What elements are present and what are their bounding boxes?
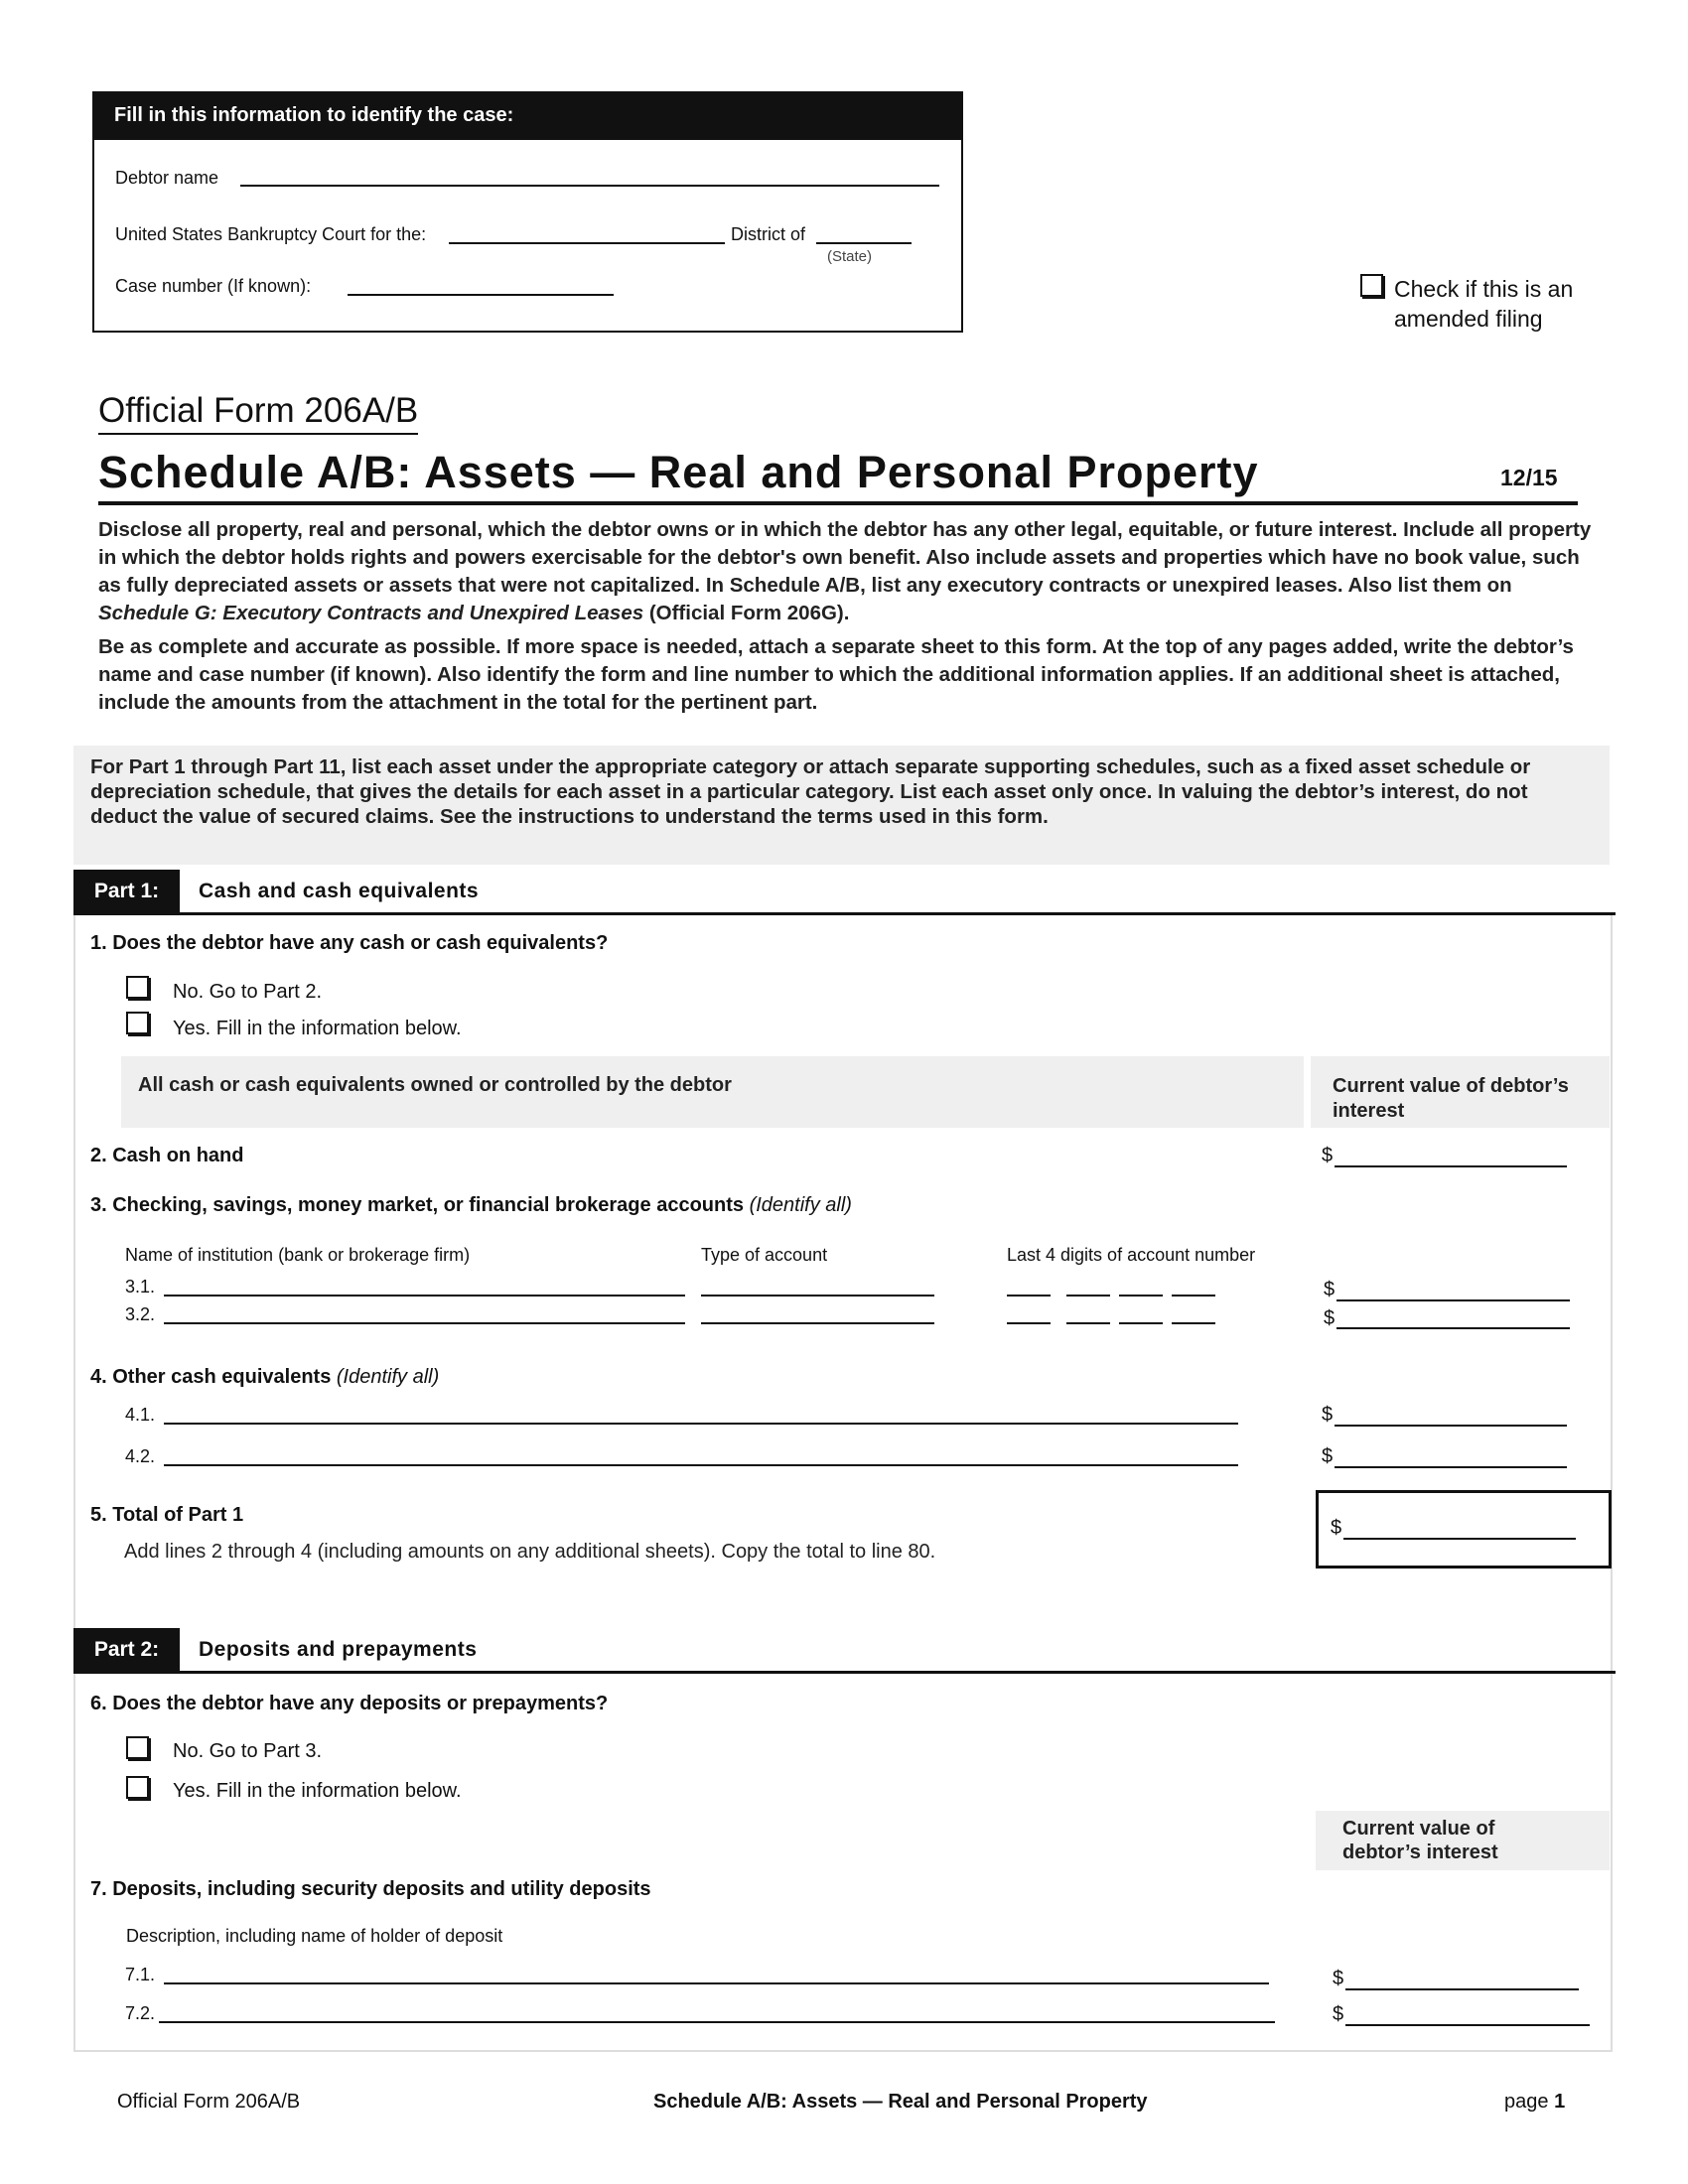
footer-title: Schedule A/B: Assets — Real and Personal Property (653, 2091, 1148, 2113)
row-4-1-value[interactable] (1335, 1425, 1567, 1427)
row-4-1-label: 4.1. (125, 1405, 156, 1425)
state-field[interactable] (816, 242, 912, 244)
q5: 5. Total of Part 1 (90, 1504, 244, 1526)
row-3-2-type[interactable] (701, 1322, 934, 1324)
amended-label-1: Check if this is an (1394, 276, 1574, 302)
table-header: All cash or cash equivalents owned or controlled by the debtor (138, 1074, 732, 1096)
q4: 4. Other cash equivalents (Identify all) (90, 1366, 440, 1388)
dollar-sign: $ (1322, 1445, 1334, 1467)
row-4-2-value[interactable] (1335, 1466, 1567, 1468)
row-3-2-institution[interactable] (164, 1322, 685, 1324)
footer-form-id: Official Form 206A/B (117, 2091, 301, 2113)
part2-yes-checkbox[interactable] (126, 1776, 149, 1799)
row-7-2-label: 7.2. (125, 2003, 156, 2023)
state-hint: (State) (827, 248, 873, 265)
row-7-2-value[interactable] (1345, 2024, 1590, 2026)
dollar-sign: $ (1324, 1307, 1336, 1329)
part2-yes-label: Yes. Fill in the information below. (173, 1780, 462, 1802)
part1-no-checkbox[interactable] (126, 976, 149, 999)
case-number-field[interactable] (348, 294, 614, 296)
row-3-1-digit[interactable] (1119, 1295, 1163, 1297)
part2-title: Deposits and prepayments (199, 1638, 478, 1661)
row-3-2-digit[interactable] (1066, 1322, 1110, 1324)
case-box-header: Fill in this information to identify the case: (94, 93, 961, 140)
debtor-name-field[interactable] (240, 185, 939, 187)
dollar-sign: $ (1333, 1968, 1344, 1989)
part1-title: Cash and cash equivalents (199, 880, 480, 902)
part1-no-label: No. Go to Part 2. (173, 981, 323, 1003)
q3: 3. Checking, savings, money market, or financial brokerage accounts (Identify all) (90, 1194, 852, 1216)
row-3-2-value[interactable] (1336, 1327, 1570, 1329)
case-number-label: Case number (If known): (115, 276, 312, 296)
district-label: District of (731, 224, 806, 244)
part2-no-checkbox[interactable] (126, 1736, 149, 1759)
q2: 2. Cash on hand (90, 1145, 244, 1166)
part1-yes-checkbox[interactable] (126, 1012, 149, 1034)
part2-label: Part 2: (73, 1628, 180, 1672)
dollar-sign: $ (1322, 1404, 1334, 1426)
row-4-2-label: 4.2. (125, 1446, 156, 1466)
dollar-sign: $ (1324, 1279, 1336, 1300)
row-3-1-digit[interactable] (1066, 1295, 1110, 1297)
row-3-1-label: 3.1. (125, 1277, 156, 1297)
q7: 7. Deposits, including security deposits and utility deposits (90, 1878, 651, 1900)
part1-yes-label: Yes. Fill in the information below. (173, 1018, 462, 1039)
row-7-2-field[interactable] (159, 2021, 1275, 2023)
page-title: Schedule A/B: Assets — Real and Personal Property (98, 447, 1259, 497)
amended-label-2: amended filing (1394, 306, 1543, 332)
row-7-1-value[interactable] (1345, 1988, 1579, 1990)
row-3-1-value[interactable] (1336, 1299, 1570, 1301)
intro-paragraph-2: Be as complete and accurate as possible. If more space is needed, attach a separate sheet to this form. At the top of any pages added, write the debtor’s name and case number (if known). Also identify the form and line number to which the additional information applies. If an additional sheet is attached, include the amounts from the attachment in the total for the pertinent part. (98, 635, 1574, 714)
row-3-2-digit[interactable] (1007, 1322, 1051, 1324)
q5-instructions: Add lines 2 through 4 (including amounts on any additional sheets). Copy the total to line 80. (124, 1541, 936, 1563)
title-rule (98, 501, 1578, 505)
col-last4: Last 4 digits of account number (1007, 1245, 1256, 1265)
q1: 1. Does the debtor have any cash or cash equivalents? (90, 932, 609, 954)
part2-no-label: No. Go to Part 3. (173, 1740, 323, 1762)
court-label: United States Bankruptcy Court for the: (115, 224, 427, 244)
row-3-1-digit[interactable] (1172, 1295, 1215, 1297)
q6: 6. Does the debtor have any deposits or prepayments? (90, 1693, 609, 1714)
row-3-2-digit[interactable] (1172, 1322, 1215, 1324)
total-box (1316, 1490, 1612, 1569)
deposit-description-header: Description, including name of holder of deposit (126, 1926, 503, 1946)
row-3-1-type[interactable] (701, 1295, 934, 1297)
dollar-sign: $ (1331, 1517, 1342, 1539)
dollar-sign: $ (1322, 1145, 1334, 1166)
row-4-2-field[interactable] (164, 1464, 1238, 1466)
row-3-1-institution[interactable] (164, 1295, 685, 1297)
dollar-sign: $ (1333, 2003, 1344, 2025)
debtor-name-label: Debtor name (115, 168, 219, 188)
intro-paragraph-1: Disclose all property, real and personal, which the debtor owns or in which the debtor has any other legal, equitable, or future interest. Include all property in which the debtor holds rights and powers exercisable for the debtor's own benefit. Also include assets and properties which have no book value, such as fully depreciated assets or assets that were not capitalized. In Schedule A/B, list any executory contracts or unexpired leases. Also list them on Schedule G: Executory Contracts and Unexpired Leases (Official Form 206G). (98, 518, 1592, 624)
row-7-1-label: 7.1. (125, 1965, 156, 1984)
form-version: 12/15 (1500, 465, 1558, 490)
part1-label: Part 1: (73, 870, 180, 913)
row-3-2-digit[interactable] (1119, 1322, 1163, 1324)
value-header: Current value of debtor’s interest (1333, 1075, 1569, 1122)
total-part1-value[interactable] (1343, 1538, 1576, 1540)
court-field[interactable] (449, 242, 725, 244)
row-3-1-digit[interactable] (1007, 1295, 1051, 1297)
row-3-2-label: 3.2. (125, 1304, 156, 1324)
col-institution: Name of institution (bank or brokerage firm) (125, 1245, 471, 1265)
part2-value-header: Current value of debtor’s interest (1342, 1818, 1498, 1863)
instructions-text: For Part 1 through Part 11, list each asset under the appropriate category or attach separate supporting schedules, such as a fixed asset schedule or depreciation schedule, that gives the details for each asset in a particular category. List each asset only once. In valuing the debtor’s interest, do not deduct the value of secured claims. See the instructions to understand the terms used in this form. (90, 755, 1531, 828)
form-id: Official Form 206A/B (98, 391, 418, 435)
col-account-type: Type of account (701, 1245, 828, 1265)
amended-filing-checkbox[interactable] (1360, 274, 1383, 297)
cash-on-hand-field[interactable] (1335, 1165, 1567, 1167)
row-4-1-field[interactable] (164, 1423, 1238, 1425)
footer-page: page 1 (1504, 2091, 1566, 2113)
row-7-1-field[interactable] (164, 1982, 1269, 1984)
